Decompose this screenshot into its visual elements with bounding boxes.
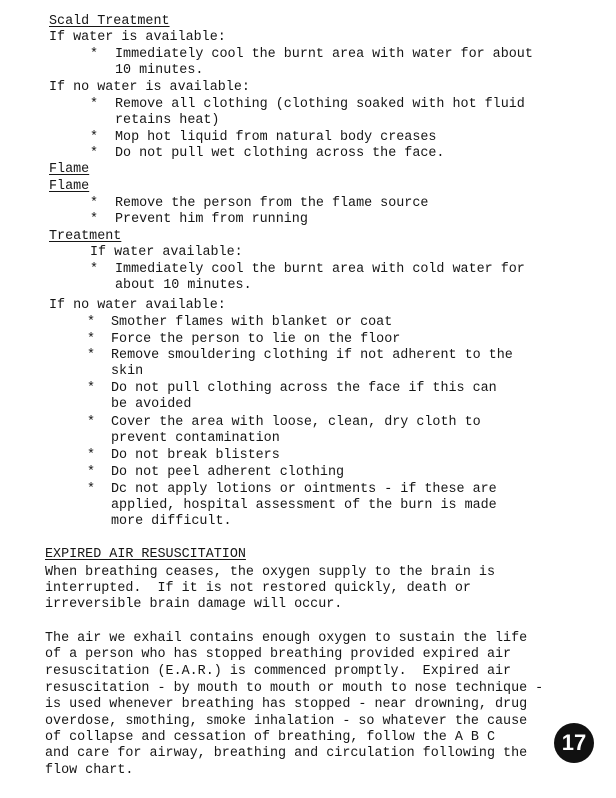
list-item-line: prevent contamination xyxy=(111,431,280,446)
paragraph-line: The air we exhail contains enough oxygen to sustain the life xyxy=(45,631,528,646)
bullet-icon: * xyxy=(87,415,96,430)
section-heading-flame: Flame xyxy=(49,162,90,177)
bullet-icon: * xyxy=(90,212,99,227)
list-item-line: applied, hospital assessment of the burn is made xyxy=(111,498,497,513)
paragraph-line: flow chart. xyxy=(45,763,134,778)
list-item-line: Dc not apply lotions or ointments - if these are xyxy=(111,482,497,497)
list-item-line: Do not peel adherent clothing xyxy=(111,465,345,480)
bullet-icon: * xyxy=(87,465,96,480)
section-heading-ear: EXPIRED AIR RESUSCITATION xyxy=(45,547,246,562)
subheading-if-no-water: If no water available: xyxy=(49,298,226,313)
paragraph-line: When breathing ceases, the oxygen supply to the brain is xyxy=(45,565,495,580)
page-number-badge: 17 xyxy=(554,723,594,763)
list-item-line: Cover the area with loose, clean, dry cloth to xyxy=(111,415,481,430)
list-item-line: skin xyxy=(111,364,144,379)
section-heading-treatment: Treatment xyxy=(49,229,122,244)
paragraph-line: irreversible brain damage will occur. xyxy=(45,597,343,612)
list-item-line: Do not break blisters xyxy=(111,448,280,463)
paragraph-line: of a person who has stopped breathing provided expired air xyxy=(45,647,512,662)
bullet-icon: * xyxy=(90,146,99,161)
paragraph-line: resuscitation (E.A.R.) is commenced promptly. Expired air xyxy=(45,664,512,679)
list-item-line: Do not pull wet clothing across the face. xyxy=(115,146,445,161)
list-item-line: Remove the person from the flame source xyxy=(115,196,429,211)
bullet-icon: * xyxy=(87,482,96,497)
bullet-icon: * xyxy=(90,97,99,112)
list-item-line: Do not pull clothing across the face if this can xyxy=(111,381,497,396)
bullet-icon: * xyxy=(90,130,99,145)
paragraph-line: of collapse and cessation of breathing, follow the A B C xyxy=(45,730,495,745)
list-item-line: 10 minutes. xyxy=(115,63,204,78)
paragraph-line: and care for airway, breathing and circulation following the xyxy=(45,746,528,761)
section-heading-scald-treatment: Scald Treatment xyxy=(49,14,170,29)
subheading-if-no-water: If no water is available: xyxy=(49,80,250,95)
paragraph-line: resuscitation - by mouth to mouth or mouth to nose technique - xyxy=(45,681,544,696)
bullet-icon: * xyxy=(87,332,96,347)
paragraph-line: interrupted. If it is not restored quickly, death or xyxy=(45,581,471,596)
list-item-line: retains heat) xyxy=(115,113,220,128)
list-item-line: Immediately cool the burnt area with water for about xyxy=(115,47,533,62)
list-item-line: Remove smouldering clothing if not adherent to the xyxy=(111,348,513,363)
subheading-if-water: If water available: xyxy=(90,245,243,260)
subheading-if-water: If water is available: xyxy=(49,30,226,45)
bullet-icon: * xyxy=(90,47,99,62)
list-item-line: Prevent him from running xyxy=(115,212,308,227)
paragraph-line: overdose, smothing, smoke inhalation - so whatever the cause xyxy=(45,714,528,729)
bullet-icon: * xyxy=(90,262,99,277)
list-item-line: more difficult. xyxy=(111,514,232,529)
bullet-icon: * xyxy=(90,196,99,211)
bullet-icon: * xyxy=(87,315,96,330)
list-item-line: Immediately cool the burnt area with cold water for xyxy=(115,262,525,277)
list-item-line: Mop hot liquid from natural body creases xyxy=(115,130,437,145)
list-item-line: about 10 minutes. xyxy=(115,278,252,293)
bullet-icon: * xyxy=(87,348,96,363)
list-item-line: Remove all clothing (clothing soaked with hot fluid xyxy=(115,97,525,112)
bullet-icon: * xyxy=(87,448,96,463)
list-item-line: Smother flames with blanket or coat xyxy=(111,315,393,330)
list-item-line: be avoided xyxy=(111,397,192,412)
section-heading-flame: Flame xyxy=(49,179,90,194)
paragraph-line: is used whenever breathing has stopped - near drowning, drug xyxy=(45,697,528,712)
list-item-line: Force the person to lie on the floor xyxy=(111,332,401,347)
bullet-icon: * xyxy=(87,381,96,396)
